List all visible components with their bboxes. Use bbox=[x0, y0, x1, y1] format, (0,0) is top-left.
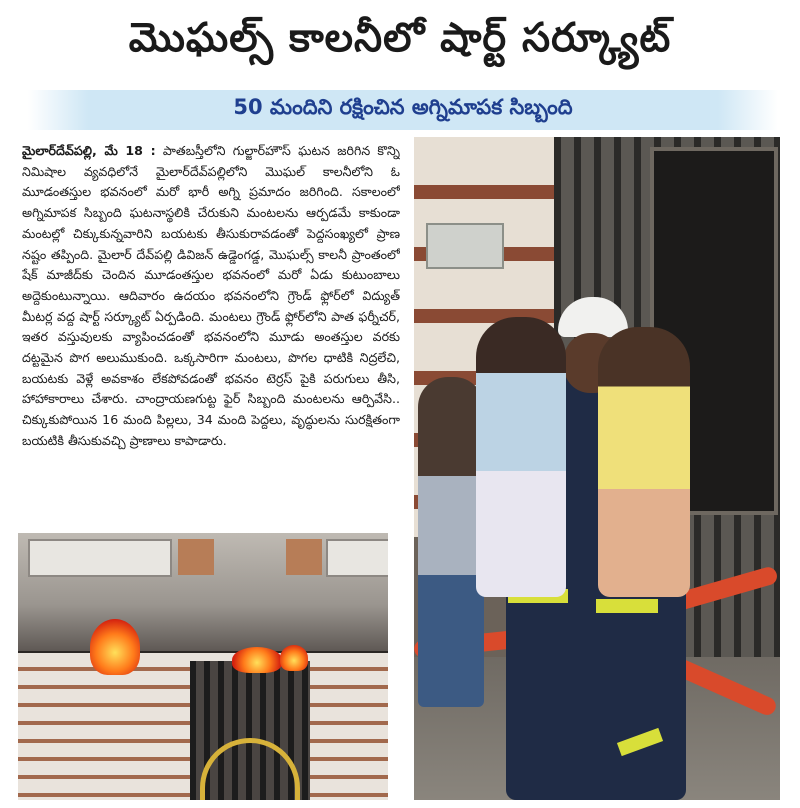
subheadline: 50 మందిని రక్షించిన అగ్నిమాపక సిబ్బంది bbox=[233, 95, 573, 119]
bystander bbox=[418, 377, 484, 707]
child bbox=[598, 327, 690, 597]
reflective-stripe bbox=[596, 599, 658, 613]
article-body bbox=[22, 141, 400, 519]
article-text: పాతబస్తీలోని గుల్జార్‌హౌస్ ఘటన జరిగిన కొన్ని నిమిషాల వ్యవధిలోనే మైలార్‌దేవ్‌పల్లిలోని మొఘల్ కాలనీలోని ఓ మూడంతస్తుల భవనంలో మరో భారీ అగ్ని ప్రమాదం జరిగింది. సకాలంలో అగ్నిమాపక సిబ్బంది ఘటనాస్థలికి చేరుకుని మంటలను ఆర్పడమే కాకుండా మంటల్లో చిక్కుకున్నవారిని బయటకు తీసుకురావడంతో పెద్దసంఖ్యలో ప్రాణ నష్టం తప్పింది. మైలార్ దేవ్‌పల్లి డివిజన్ ఉడ్డెంగడ్డ, మొఘల్స్ కాలనీ ప్రాంతంలో షేక్ మాజీద్‌కు చెందిన మూడంతస్తుల భవనంలో మరో ఏడు కుటుంబాలు అద్దెకుంటున్నాయి. ఆదివారం ఉదయం భవనంలోని గ్రౌండ్ ఫ్లోర్‌లో విద్యుత్ మీటర్ల వద్ద షార్ట్ సర్క్యూట్ ఏర్పడింది. మంటలు గ్రౌండ్ ఫ్లోర్‌లోని పాత ఫర్నీచర్, ఇతర వస్తువులకు వ్యాపించడంతో భవనంలోని మూడు అంతస్తుల వరకు దట్టమైన పొగ అలుముకుంది. ఒక్కసారిగా మంటలు, పొగల ధాటికి నిద్రలేచి, బయటకు వెళ్లే అవకాశం లేకపోవడంతో భవనం టెర్రస్ పైకి పరుగులు తీసి, హాహాకారాలు చేశారు. చాంద్రాయణగుట్ట ఫైర్ సిబ్బంది మంటలను ఆర్పివేసి.. చిక్కుకుపోయిన 16 మంది పిల్లలు, 34 మంది పెద్దలు, వృద్ధులను సురక్షితంగా బయటికి తీసుకువచ్చి ప్రాణాలు కాపాడారు. bbox=[22, 143, 400, 448]
subheadline-band bbox=[28, 90, 778, 130]
flame bbox=[232, 647, 282, 673]
headline: మొఘల్స్ కాలనీలో షార్ట్ సర్క్యూట్ bbox=[128, 15, 672, 61]
firefighter-rescue-photo bbox=[414, 137, 780, 800]
ac-unit bbox=[426, 223, 504, 269]
flame bbox=[90, 619, 140, 675]
brick-column bbox=[286, 539, 322, 575]
flame bbox=[280, 645, 308, 671]
dateline: మైలార్‌దేవ్‌పల్లి, మే 18 : bbox=[22, 143, 156, 158]
building-fire-photo bbox=[18, 533, 388, 800]
decorative-panel bbox=[326, 539, 388, 577]
child bbox=[476, 317, 566, 597]
decorative-panel bbox=[28, 539, 172, 577]
brick-column bbox=[178, 539, 214, 575]
